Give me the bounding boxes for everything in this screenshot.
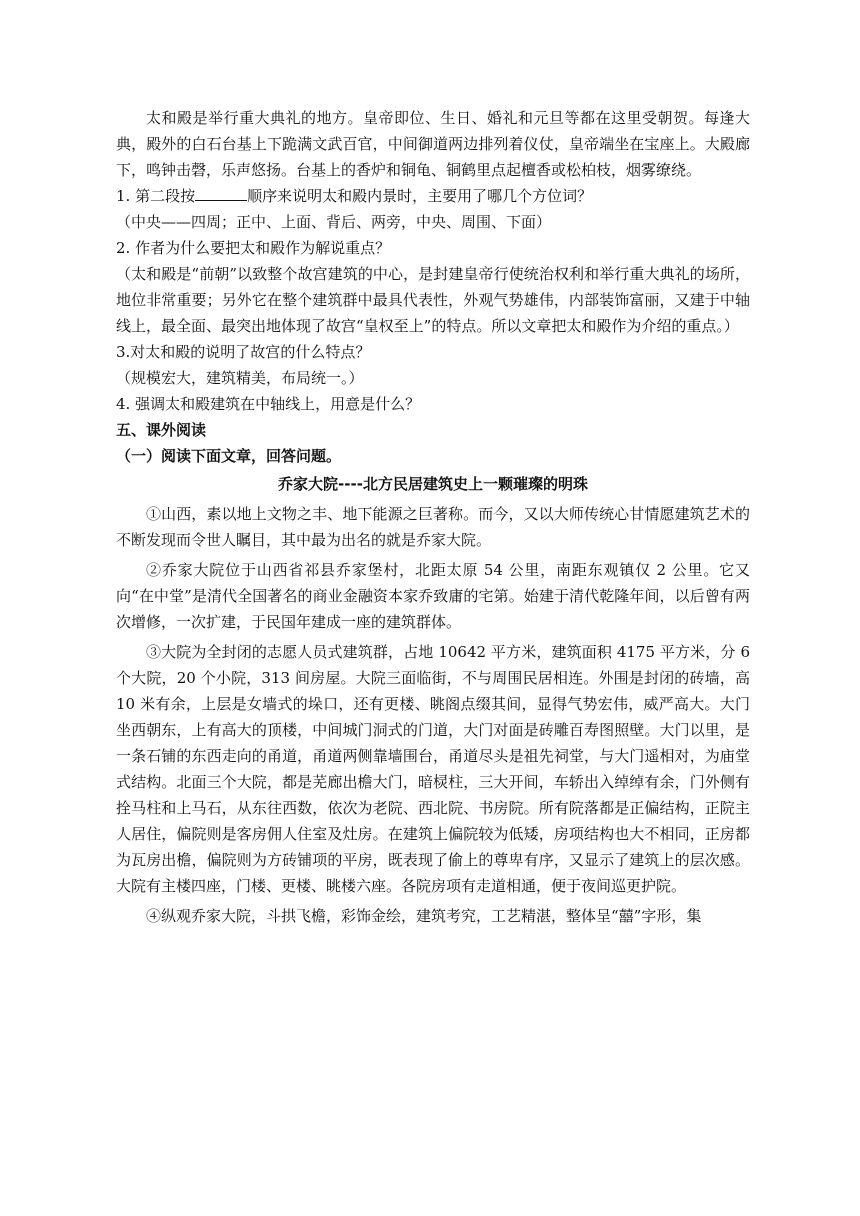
intro-paragraph: 太和殿是举行重大典礼的地方。皇帝即位、生日、婚礼和元旦等都在这里受朝贺。每逢大典，殿外的白石台基上下跪满文武百官，中间御道两边排列着仪仗，皇帝端坐在宝座上。大殿廊下，鸣钟击磬，乐声悠扬。台基上的香炉和铜龟、铜鹤里点起檀香或松柏枝，烟雾缭绕。 <box>116 109 750 179</box>
document-body <box>116 105 750 929</box>
section-subheading: （一）阅读下面文章，回答问题。 <box>116 447 342 465</box>
question-1-prefix: 1. 第二段按 <box>116 187 196 205</box>
article-paragraph-4: ④纵观乔家大院，斗拱飞檐，彩饰金绘，建筑考究，工艺精湛，整体呈“囍”字形，集 <box>146 907 702 925</box>
answer-blank[interactable] <box>195 184 247 201</box>
article-title: 乔家大院----北方民居建筑史上一颗璀璨的明珠 <box>278 475 588 493</box>
question-2: 2. 作者为什么要把太和殿作为解说重点？ <box>116 239 391 257</box>
answer-2: （太和殿是“前朝”以致整个故宫建筑的中心，是封建皇帝行使统治权利和举行重大典礼的场所，地位非常重要；另外它在整个建筑群中最具代表性，外观气势雄伟，内部装饰富丽，又建于中轴线上，最全面、最突出地体现了故宫“皇权至上”的特点。所以文章把太和殿作为介绍的重点。） <box>116 265 750 335</box>
article-paragraph-1: ①山西，素以地上文物之丰、地下能源之巨著称。而今，又以大师传统心甘情愿建筑艺术的不断发现而令世人瞩目，其中最为出名的就是乔家大院。 <box>116 505 750 549</box>
article-paragraph-2: ②乔家大院位于山西省祁县乔家堡村，北距太原 54 公里，南距东观镇仅 2 公里。它又向“在中堂”是清代全国著名的商业金融资本家乔致庸的宅第。始建于清代乾隆年间，以后曾有两次增修，一次扩建，于民国年建成一座的建筑群体。 <box>116 561 750 631</box>
question-1 <box>116 183 750 209</box>
question-3: 3.对太和殿的说明了故宫的什么特点？ <box>116 343 371 361</box>
question-4: 4. 强调太和殿建筑在中轴线上，用意是什么？ <box>116 395 421 413</box>
article-paragraph-3: ③大院为全封闭的志愿人员式建筑群，占地 10642 平方米，建筑面积 4175 平方米，分 6 个大院，20 个小院，313 间房屋。大院三面临街，不与周围民居相连。外围是封闭的砖墙，高 10 米有余，上层是女墙式的垛口，还有更楼、眺阁点缀其间，显得气势宏伟，威严高大。大门坐西朝东，上有高大的顶楼，中间城门洞式的门道，大门对面是砖雕百寿图照壁。大门以里，是一条石铺的东西走向的甬道，甬道两侧靠墙围台，甬道尽头是祖先祠堂，与大门遥相对，为庙堂式结构。北面三个大院，都是芜廊出檐大门，暗棂柱，三大开间，车轿出入绰绰有余，门外侧有拴马柱和上马石，从东往西数，依次为老院、西北院、书房院。所有院落都是正偏结构，正院主人居住，偏院则是客房佣人住室及灶房。在建筑上偏院较为低矮，房项结构也大不相同，正房都为瓦房出檐，偏院则为方砖铺项的平房，既表现了偷上的尊卑有序，又显示了建筑上的层次感。大院有主楼四座，门楼、更楼、眺楼六座。各院房项有走道相通，便于夜间巡更护院。 <box>116 643 750 895</box>
answer-1: （中央——四周；正中、上面、背后、两旁，中央、周围、下面） <box>116 213 552 231</box>
question-1-suffix: 顺序来说明太和殿内景时，主要用了哪几个方位词？ <box>247 187 593 205</box>
answer-3: （规模宏大，建筑精美，布局统一。） <box>116 369 364 387</box>
section-heading: 五、课外阅读 <box>116 421 207 439</box>
